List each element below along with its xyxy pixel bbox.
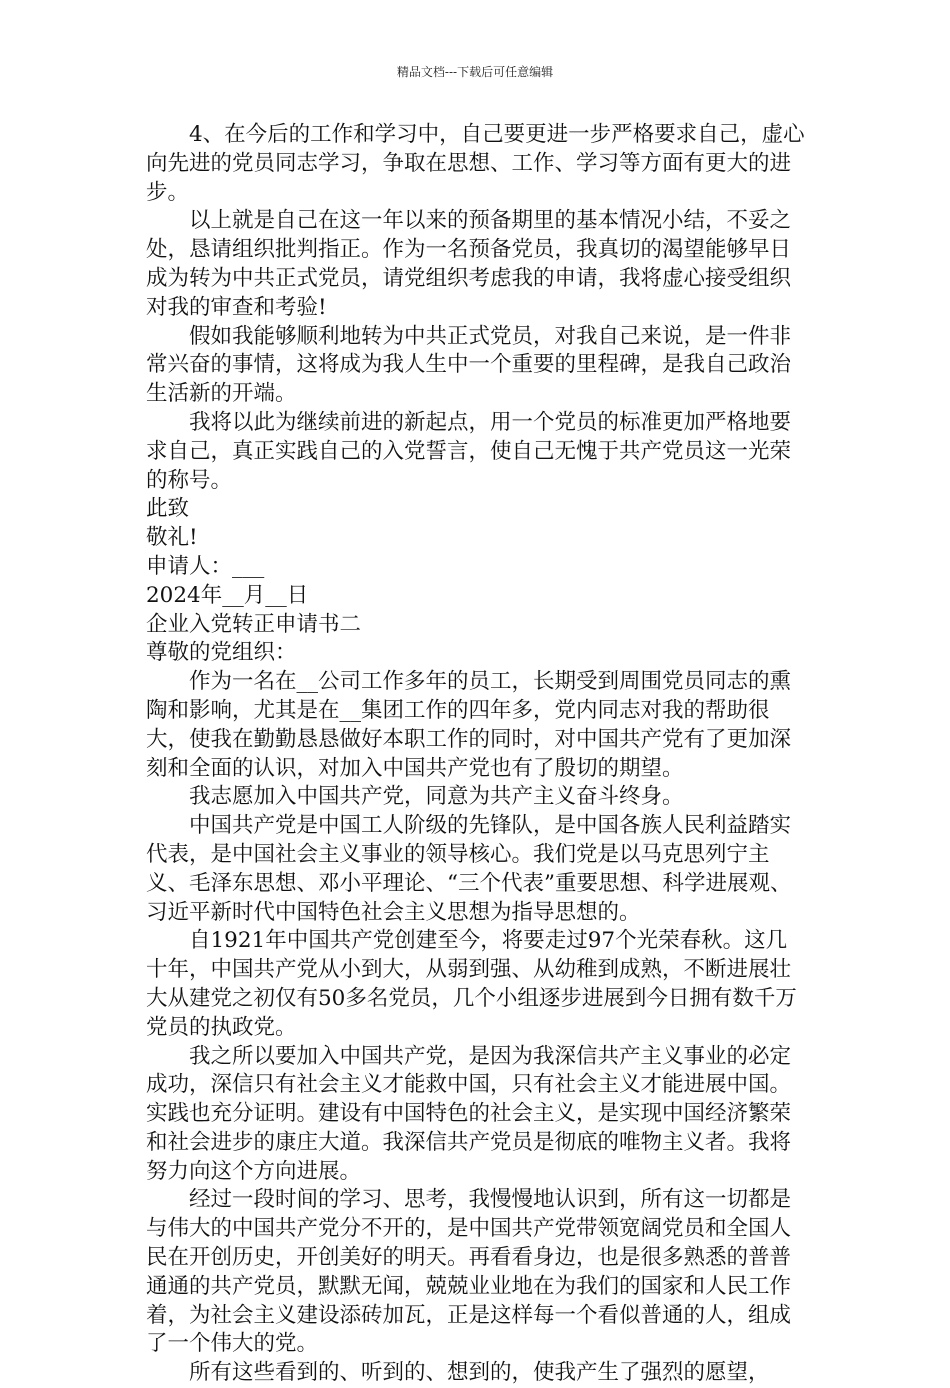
page-header: 精品文档---下载后可任意编辑 xyxy=(396,65,554,79)
paragraph-party-history: 自1921年中国共产党创建至今，将要走过97个光荣春秋。这几十年，中国共产党从小到大，从弱到强、从幼稚到成熟，不断进展壮大从建党之初仅有50多名党员，几个小组逐步进展到今日拥有数千万党员的执政党。 xyxy=(146,928,797,1040)
section-title: 企业入党转正申请书二 xyxy=(146,611,362,637)
paragraph-improvement-goal: 4、在今后的工作和学习中，自己要更进一步严格要求自己，虚心向先进的党员同志学习，争取在思想、工作、学习等方面有更大的进步。 xyxy=(146,122,805,205)
paragraph-volunteer-statement: 我志愿加入中国共产党，同意为共产主义奋斗终身。 xyxy=(189,784,684,810)
document-body xyxy=(146,121,808,1388)
paragraph-employee-background: 作为一名在__公司工作多年的员工，长期受到周围党员同志的熏陶和影响，尤其是在__集团工作的四年多，党内同志对我的帮助很大，使我在勤勤恳恳做好本职工作的同时，对中国共产党有了更加深刻和全面的认识，对加入中国共产党也有了殷切的期望。 xyxy=(146,669,792,781)
paragraph-strong-desire: 所有这些看到的、听到的、想到的，使我产生了强烈的愿望， xyxy=(189,1360,770,1386)
paragraph-reason-joining: 我之所以要加入中国共产党，是因为我深信共产主义事业的必定成功，深信只有社会主义才能救中国，只有社会主义才能进展中国。实践也充分证明。建设有中国特色的社会主义，是实现中国经济繁荣和社会进步的康庄大道。我深信共产党员是彻底的唯物主义者。我将努力向这个方向进展。 xyxy=(146,1043,792,1184)
paragraph-party-nature: 中国共产党是中国工人阶级的先锋队，是中国各族人民利益踏实代表，是中国社会主义事业的领导核心。我们党是以马克思列宁主义、毛泽东思想、邓小平理论、“三个代表”重要思想、科学进展观、习近平新时代中国特色社会主义思想为指导思想的。 xyxy=(146,813,792,925)
date-line: 2024年__月__日 xyxy=(146,582,309,608)
paragraph-milestone: 假如我能够顺利地转为中共正式党员，对我自己来说，是一件非常兴奋的事情，这将成为我人生中一个重要的里程碑，是我自己政治生活新的开端。 xyxy=(146,323,792,407)
closing-salutation: 此致 xyxy=(146,496,190,522)
paragraph-reflection: 经过一段时间的学习、思考，我慢慢地认识到，所有这一切都是与伟大的中国共产党分不开的，是中国共产党带领宽阔党员和全国人民在开创历史，开创美好的明天。再看看身边，也是很多熟悉的普普通通的共产党员，默默无闻，兢兢业业地在为我们的国家和人民工作着，为社会主义建设添砖加瓦，正是这样每一个看似普通的人，组成了一个伟大的党。 xyxy=(146,1187,792,1357)
greeting-line: 尊敬的党组织： xyxy=(146,640,297,666)
applicant-line: 申请人：___ xyxy=(146,553,265,579)
paragraph-summary-request: 以上就是自己在这一年以来的预备期里的基本情况小结，不妥之处，恳请组织批判指正。作为一名预备党员，我真切的渴望能够早日成为转为中共正式党员，请党组织考虑我的申请，我将虚心接受组织对我的审查和考验! xyxy=(146,208,792,320)
closing-respect: 敬礼! xyxy=(146,525,198,551)
paragraph-new-starting-point: 我将以此为继续前进的新起点，用一个党员的标准更加严格地要求自己，真正实践自己的入党誓言，使自己无愧于共产党员这一光荣的称号。 xyxy=(146,409,792,493)
